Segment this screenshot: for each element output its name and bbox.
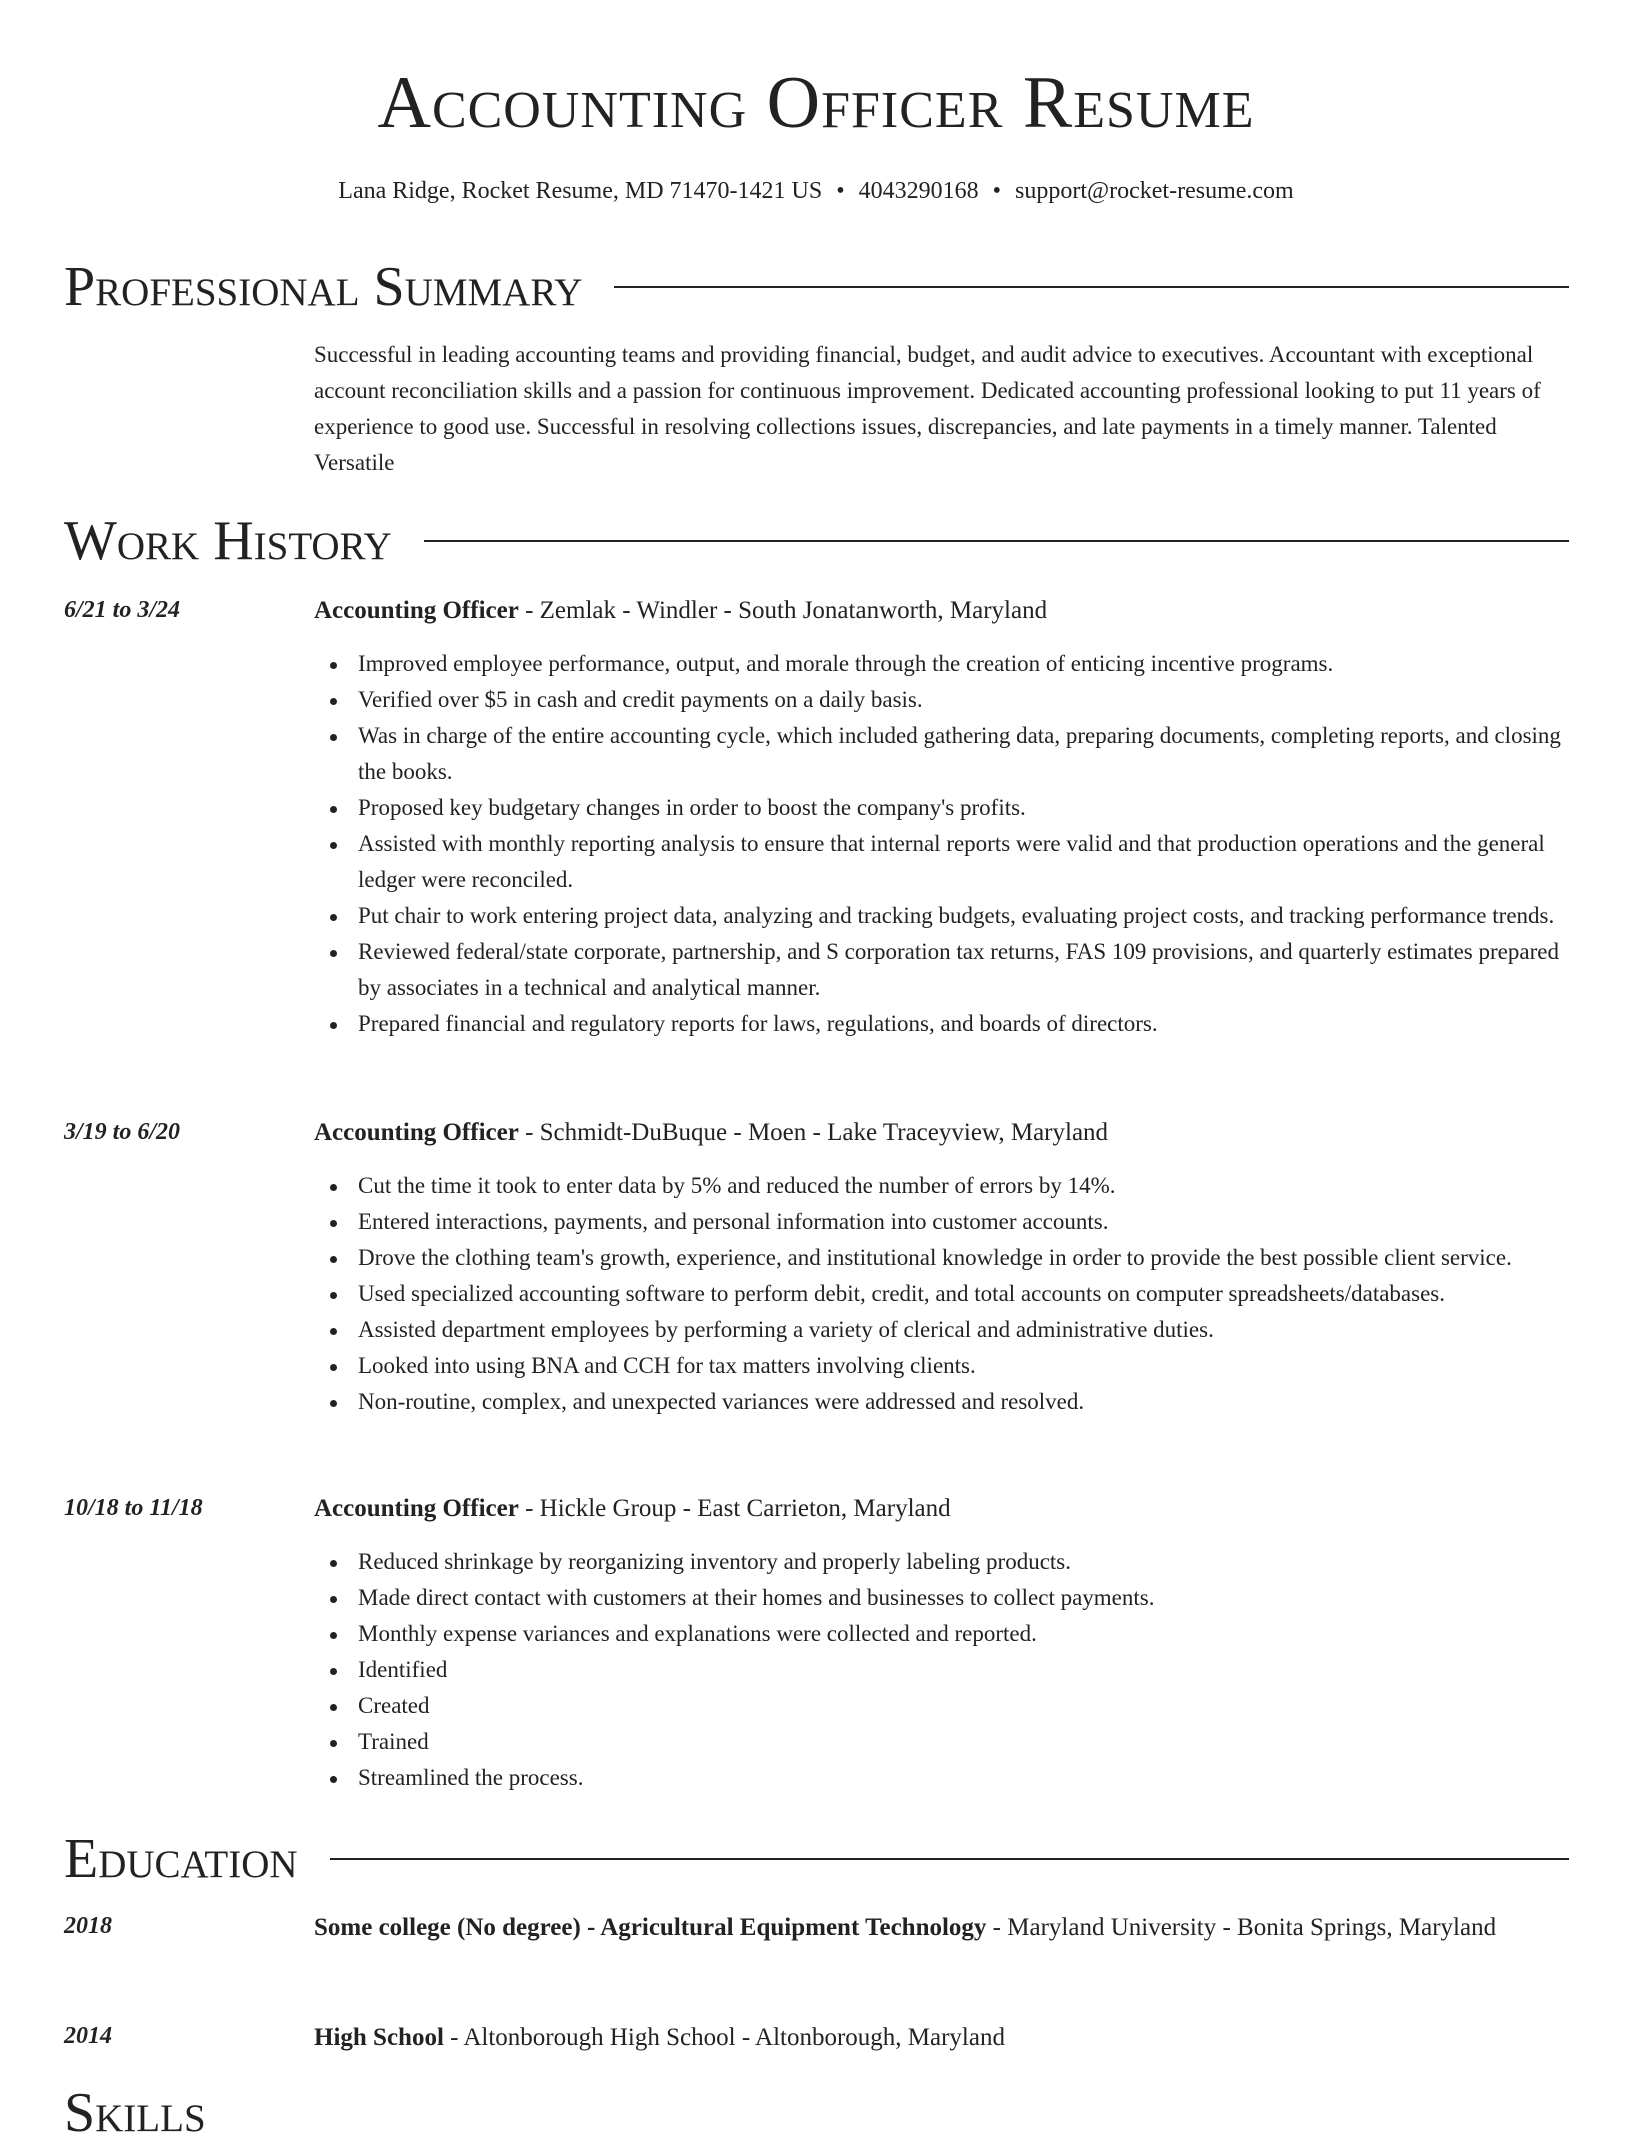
contact-separator: • xyxy=(992,178,1002,204)
contact-address: Lana Ridge, Rocket Resume, MD 71470-1421 US xyxy=(338,178,823,204)
section-title-skills: Skills xyxy=(64,2082,206,2144)
job-bullet: Cut the time it took to enter data by 5% and reduced the number of errors by 14%. xyxy=(358,1168,1569,1204)
section-title-summary: Professional Summary xyxy=(64,256,583,318)
job-bullet: Proposed key budgetary changes in order to boost the company's profits. xyxy=(358,790,1569,826)
education-header xyxy=(314,2018,1569,2058)
education-details: - Maryland University - Bonita Springs, Maryland xyxy=(986,1914,1497,1941)
job-bullet: Assisted department employees by performing a variety of clerical and administrative duties. xyxy=(358,1312,1569,1348)
job-details: - Schmidt-DuBuque - Moen - Lake Traceyview, Maryland xyxy=(518,1119,1109,1146)
section-title-work: Work History xyxy=(64,510,392,572)
job-bullet: Monthly expense variances and explanations were collected and reported. xyxy=(358,1616,1569,1652)
job-bullet: Made direct contact with customers at their homes and businesses to collect payments. xyxy=(358,1580,1569,1616)
section-divider xyxy=(614,286,1569,288)
job-bullet: Put chair to work entering project data, analyzing and tracking budgets, evaluating project costs, and tracking performance trends. xyxy=(358,898,1569,934)
job-bullet: Used specialized accounting software to perform debit, credit, and total accounts on computer spreadsheets/databases. xyxy=(358,1276,1569,1312)
education-header xyxy=(314,1908,1569,1948)
job-bullet: Assisted with monthly reporting analysis to ensure that internal reports were valid and that production operations and the general ledger were reconciled. xyxy=(358,826,1569,898)
job-header xyxy=(314,592,1569,630)
job-bullets xyxy=(64,1544,1569,1796)
section-heading-skills xyxy=(64,2080,1569,2144)
contact-phone: 4043290168 xyxy=(858,178,979,204)
contact-email[interactable]: support@rocket-resume.com xyxy=(1015,178,1294,204)
job-entry xyxy=(64,1490,1569,1796)
job-bullet: Created xyxy=(358,1688,1569,1724)
job-bullet: Reviewed federal/state corporate, partnership, and S corporation tax returns, FAS 109 provisions, and quarterly estimates prepared by associates in a technical and analytical manner. xyxy=(358,934,1569,1006)
education-details: - Altonborough High School - Altonborough, Maryland xyxy=(443,2024,1005,2051)
section-heading-education xyxy=(64,1826,1569,1892)
education-entry xyxy=(64,2018,1569,2058)
education-date: 2014 xyxy=(64,2023,112,2049)
job-header xyxy=(314,1490,1569,1528)
job-title: Accounting Officer xyxy=(314,1119,519,1146)
job-bullets xyxy=(64,1168,1569,1420)
section-heading-summary xyxy=(64,254,1569,320)
job-date: 10/18 to 11/18 xyxy=(64,1495,203,1521)
job-bullet: Drove the clothing team's growth, experience, and institutional knowledge in order to provide the best possible client service. xyxy=(358,1240,1569,1276)
section-divider xyxy=(424,540,1569,542)
job-bullet: Was in charge of the entire accounting cycle, which included gathering data, preparing documents, completing reports, and closing the books. xyxy=(358,718,1569,790)
job-date: 6/21 to 3/24 xyxy=(64,597,181,623)
job-bullet: Trained xyxy=(358,1724,1569,1760)
job-entry xyxy=(64,1114,1569,1420)
resume-title: Accounting Officer Resume xyxy=(377,62,1255,144)
section-heading-work xyxy=(64,508,1569,574)
education-date: 2018 xyxy=(64,1913,112,1939)
job-bullet: Verified over $5 in cash and credit payments on a daily basis. xyxy=(358,682,1569,718)
job-bullet: Streamlined the process. xyxy=(358,1760,1569,1796)
job-title: Accounting Officer xyxy=(314,597,519,624)
job-bullet: Looked into using BNA and CCH for tax matters involving clients. xyxy=(358,1348,1569,1384)
section-title-education: Education xyxy=(64,1828,298,1890)
job-bullet: Reduced shrinkage by reorganizing inventory and properly labeling products. xyxy=(358,1544,1569,1580)
job-title: Accounting Officer xyxy=(314,1495,519,1522)
job-date: 3/19 to 6/20 xyxy=(64,1119,181,1145)
job-bullet: Identified xyxy=(358,1652,1569,1688)
contact-separator: • xyxy=(836,178,845,204)
education-entry xyxy=(64,1908,1569,1948)
job-details: - Hickle Group - East Carrieton, Maryland xyxy=(518,1495,951,1522)
job-bullets xyxy=(64,646,1569,1042)
job-bullet: Prepared financial and regulatory reports for laws, regulations, and boards of directors. xyxy=(358,1006,1569,1042)
contact-line xyxy=(0,174,1632,208)
section-divider xyxy=(330,1858,1569,1860)
job-bullet: Non-routine, complex, and unexpected variances were addressed and resolved. xyxy=(358,1384,1569,1420)
summary-text: Successful in leading accounting teams and providing financial, budget, and audit advice to executives. Accountant with exceptional account reconciliation skills and a passion for continuous improvement. Dedicated accounting professional looking to put 11 years of experience to good use. Successful in resolving collections issues, discrepancies, and late payments in a timely manner. Talented Versatile xyxy=(314,342,1541,475)
job-details: - Zemlak - Windler - South Jonatanworth, Maryland xyxy=(518,597,1048,624)
job-bullet: Improved employee performance, output, and morale through the creation of enticing incentive programs. xyxy=(358,646,1569,682)
education-degree: High School xyxy=(314,2024,444,2051)
job-bullet: Entered interactions, payments, and personal information into customer accounts. xyxy=(358,1204,1569,1240)
job-header xyxy=(314,1114,1569,1152)
job-entry xyxy=(64,592,1569,1042)
education-degree: Some college (No degree) - Agricultural Equipment Technology xyxy=(314,1914,987,1941)
